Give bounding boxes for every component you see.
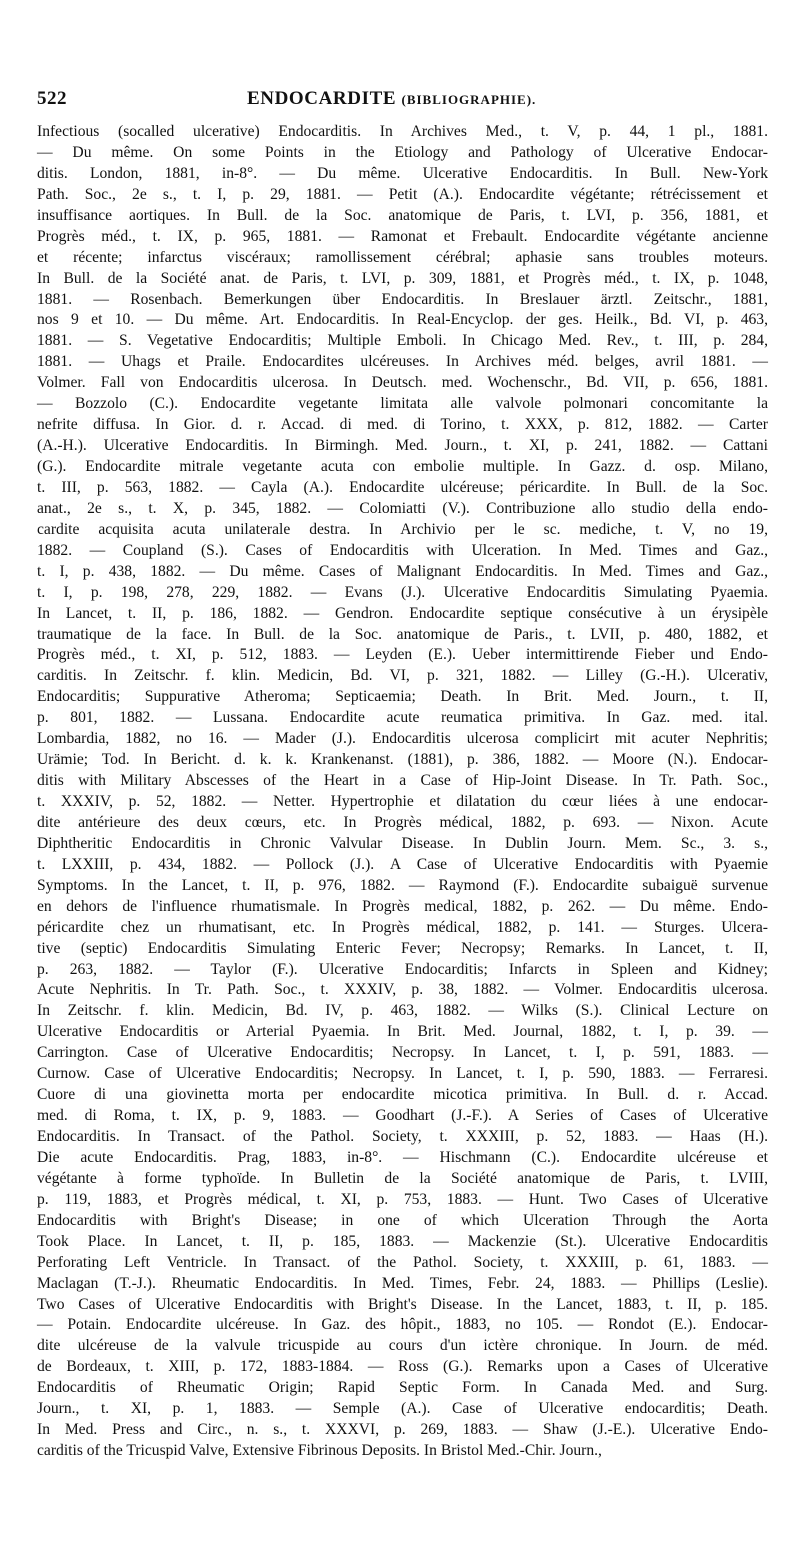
- text-line: Infectious (socalled ulcerative) Endocarditis. In Archives Med., t. V, p. 44, 1 pl., 1881.: [37, 123, 768, 140]
- text-line: Symptoms. In the Lancet, t. II, p. 976, 1882. — Raymond (F.). Endocardite subaiguë survenue: [37, 876, 768, 894]
- text-line: péricardite chez un rhumatisant, etc. In Progrès médical, 1882, p. 141. — Sturges. Ulcera-: [37, 918, 768, 936]
- text-line: In Bull. de la Société anat. de Paris, t. LVI, p. 309, 1881, et Progrès méd., t. IX, p. 1048,: [37, 269, 768, 287]
- text-line: Perforating Left Ventricle. In Transact. of the Pathol. Society, t. XXXIII, p. 61, 1883. —: [37, 1253, 768, 1271]
- text-line: Progrès méd., t. XI, p. 512, 1883. — Leyden (E.). Ueber intermittirende Fieber und Endo-: [37, 646, 768, 664]
- text-line: Carrington. Case of Ulcerative Endocarditis; Necropsy. In Lancet, t. I, p. 591, 1883. —: [37, 1044, 768, 1062]
- text-line: p. 801, 1882. — Lussana. Endocardite acute reumatica primitiva. In Gaz. med. ital.: [37, 709, 768, 727]
- text-line: — Potain. Endocardite ulcéreuse. In Gaz. des hôpit., 1883, no 105. — Rondot (E.). Endocar-: [37, 1316, 768, 1334]
- text-line: Path. Soc., 2e s., t. I, p. 29, 1881. — Petit (A.). Endocardite végétante; rétrécissement et: [37, 185, 768, 203]
- text-line: végétante à forme typhoïde. In Bulletin de la Société anatomique de Paris, t. LVIII,: [37, 1169, 768, 1187]
- text-line: 1882. — Coupland (S.). Cases of Endocarditis with Ulceration. In Med. Times and Gaz.,: [37, 541, 768, 559]
- bibliography-text: [37, 122, 768, 1462]
- text-line: t. III, p. 563, 1882. — Cayla (A.). Endocardite ulcéreuse; péricardite. In Bull. de la Soc.: [37, 478, 768, 496]
- text-line: tive (septic) Endocarditis Simulating Enteric Fever; Necropsy; Remarks. In Lancet, t. II,: [37, 939, 768, 957]
- text-line: med. di Roma, t. IX, p. 9, 1883. — Goodhart (J.-F.). A Series of Cases of Ulcerative: [37, 1107, 768, 1125]
- text-line: Endocarditis; Suppurative Atheroma; Septicaemia; Death. In Brit. Med. Journ., t. II,: [37, 688, 768, 706]
- running-header: [37, 88, 767, 114]
- running-title-main: ENDOCARDITE: [247, 88, 397, 109]
- text-line: In Lancet, t. II, p. 186, 1882. — Gendron. Endocardite septique consécutive à un érysipèle: [37, 604, 768, 622]
- text-line: In Med. Press and Circ., n. s., t. XXXVI, p. 269, 1883. — Shaw (J.-E.). Ulcerative Endo-: [37, 1421, 768, 1439]
- text-line: Acute Nephritis. In Tr. Path. Soc., t. XXXIV, p. 38, 1882. — Volmer. Endocarditis ulcerosa.: [37, 981, 768, 999]
- text-line: — Du même. On some Points in the Etiology and Pathology of Ulcerative Endocar-: [37, 143, 768, 161]
- text-line: (G.). Endocardite mitrale vegetante acuta con embolie multiple. In Gazz. d. osp. Milano,: [37, 458, 768, 475]
- text-line: t. LXXIII, p. 434, 1882. — Pollock (J.). A Case of Ulcerative Endocarditis with Pyaemie: [37, 855, 768, 873]
- text-line: Endocarditis with Bright's Disease; in one of which Ulceration Through the Aorta: [37, 1211, 768, 1229]
- text-line: t. I, p. 438, 1882. — Du même. Cases of Malignant Endocarditis. In Med. Times and Gaz.,: [37, 562, 768, 580]
- text-line: p. 119, 1883, et Progrès médical, t. XI, p. 753, 1883. — Hunt. Two Cases of Ulcerative: [37, 1190, 768, 1208]
- running-title-subtitle: (BIBLIOGRAPHIE).: [401, 92, 537, 107]
- text-line: en dehors de l'influence rhumatismale. In Progrès medical, 1882, p. 262. — Du même. Endo-: [37, 897, 768, 915]
- text-line: Journ., t. XI, p. 1, 1883. — Semple (A.). Case of Ulcerative endocarditis; Death.: [37, 1400, 768, 1418]
- text-line: Took Place. In Lancet, t. II, p. 185, 1883. — Mackenzie (St.). Ulcerative Endocarditis: [37, 1232, 768, 1250]
- text-line: ditis with Military Abscesses of the Heart in a Case of Hip-Joint Disease. In Tr. Path. Soc.,: [37, 772, 768, 790]
- text-line: traumatique de la face. In Bull. de la Soc. anatomique de Paris., t. LVII, p. 480, 1882, et: [37, 625, 768, 643]
- text-line: Diphtheritic Endocarditis in Chronic Valvular Disease. In Dublin Journ. Mem. Sc., 3. s.,: [37, 834, 768, 852]
- text-line: nefrite diffusa. In Gior. d. r. Accad. di med. di Torino, t. XXX, p. 812, 1882. — Carter: [37, 416, 768, 434]
- page-number: 522: [37, 88, 67, 109]
- text-line: dite ulcéreuse de la valvule tricuspide au cours d'un ictère chronique. In Journ. de méd.: [37, 1337, 768, 1355]
- text-line: Die acute Endocarditis. Prag, 1883, in-8°. — Hischmann (C.). Endocardite ulcéreuse et: [37, 1148, 768, 1166]
- text-line: Progrès méd., t. IX, p. 965, 1881. — Ramonat et Frebault. Endocardite végétante ancienne: [37, 227, 768, 245]
- text-line: t. I, p. 198, 278, 229, 1882. — Evans (J.). Ulcerative Endocarditis Simulating Pyaemia.: [37, 583, 768, 601]
- text-line: nos 9 et 10. — Du même. Art. Endocarditis. In Real-Encyclop. der ges. Heilk., Bd. VI, p. 463,: [37, 311, 768, 329]
- text-line: Endocarditis of Rheumatic Origin; Rapid Septic Form. In Canada Med. and Surg.: [37, 1379, 768, 1397]
- text-line: insuffisance aortiques. In Bull. de la Soc. anatomique de Paris, t. LVI, p. 356, 1881, et: [37, 206, 768, 224]
- text-line: cardite acquisita acuta unilaterale destra. In Archivio per le sc. mediche, t. V, no 19,: [37, 520, 768, 538]
- text-line: Endocarditis. In Transact. of the Pathol. Society, t. XXXIII, p. 52, 1883. — Haas (H.).: [37, 1128, 768, 1145]
- text-line: 1881. — Rosenbach. Bemerkungen über Endocarditis. In Breslauer ärztl. Zeitschr., 1881,: [37, 290, 768, 308]
- text-line: ditis. London, 1881, in-8°. — Du même. Ulcerative Endocarditis. In Bull. New-York: [37, 164, 768, 182]
- text-line: — Bozzolo (C.). Endocardite vegetante limitata alle valvole polmonari concomitante la: [37, 395, 768, 413]
- text-line: anat., 2e s., t. X, p. 345, 1882. — Colomiatti (V.). Contribuzione allo studio della endo-: [37, 499, 768, 517]
- text-line: Ulcerative Endocarditis or Arterial Pyaemia. In Brit. Med. Journal, 1882, t. I, p. 39. —: [37, 1023, 768, 1041]
- running-title: [247, 88, 536, 110]
- text-line: Volmer. Fall von Endocarditis ulcerosa. In Deutsch. med. Wochenschr., Bd. VII, p. 656, 1881.: [37, 374, 768, 392]
- text-line: p. 263, 1882. — Taylor (F.). Ulcerative Endocarditis; Infarcts in Spleen and Kidney;: [37, 960, 768, 978]
- text-line: 1881. — Uhags et Praile. Endocardites ulcéreuses. In Archives méd. belges, avril 1881. —: [37, 353, 768, 371]
- text-line: Maclagan (T.-J.). Rheumatic Endocarditis. In Med. Times, Febr. 24, 1883. — Phillips (Leslie).: [37, 1274, 768, 1292]
- text-line: carditis of the Tricuspid Valve, Extensive Fibrinous Deposits. In Bristol Med.-Chir. Journ.,: [37, 1442, 602, 1460]
- text-line: carditis. In Zeitschr. f. klin. Medicin, Bd. VI, p. 321, 1882. — Lilley (G.-H.). Ulcerativ,: [37, 667, 768, 685]
- text-line: In Zeitschr. f. klin. Medicin, Bd. IV, p. 463, 1882. — Wilks (S.). Clinical Lecture on: [37, 1002, 768, 1020]
- text-line: de Bordeaux, t. XIII, p. 172, 1883-1884. — Ross (G.). Remarks upon a Cases of Ulcerative: [37, 1358, 768, 1376]
- text-line: Urämie; Tod. In Bericht. d. k. k. Krankenanst. (1881), p. 386, 1882. — Moore (N.). Endocar-: [37, 751, 768, 769]
- text-line: Curnow. Case of Ulcerative Endocarditis; Necropsy. In Lancet, t. I, p. 590, 1883. — Ferraresi.: [37, 1065, 768, 1083]
- text-line: dite antérieure des deux cœurs, etc. In Progrès médical, 1882, p. 693. — Nixon. Acute: [37, 813, 768, 831]
- text-line: t. XXXIV, p. 52, 1882. — Netter. Hypertrophie et dilatation du cœur liées à une endocar-: [37, 793, 768, 810]
- text-line: Cuore di una giovinetta morta per endocardite micotica primitiva. In Bull. d. r. Accad.: [37, 1086, 768, 1104]
- text-line: et récente; infarctus viscéraux; ramollissement cérébral; aphasie sans troubles moteurs.: [37, 248, 768, 266]
- text-line: Two Cases of Ulcerative Endocarditis with Bright's Disease. In the Lancet, 1883, t. II, p. 185.: [37, 1295, 768, 1313]
- text-line: Lombardia, 1882, no 16. — Mader (J.). Endocarditis ulcerosa complicirt mit acuter Nephritis;: [37, 730, 768, 748]
- text-line: 1881. — S. Vegetative Endocarditis; Multiple Emboli. In Chicago Med. Rev., t. III, p. 284,: [37, 332, 768, 350]
- text-line: (A.-H.). Ulcerative Endocarditis. In Birmingh. Med. Journ., t. XI, p. 241, 1882. — Cattani: [37, 437, 768, 455]
